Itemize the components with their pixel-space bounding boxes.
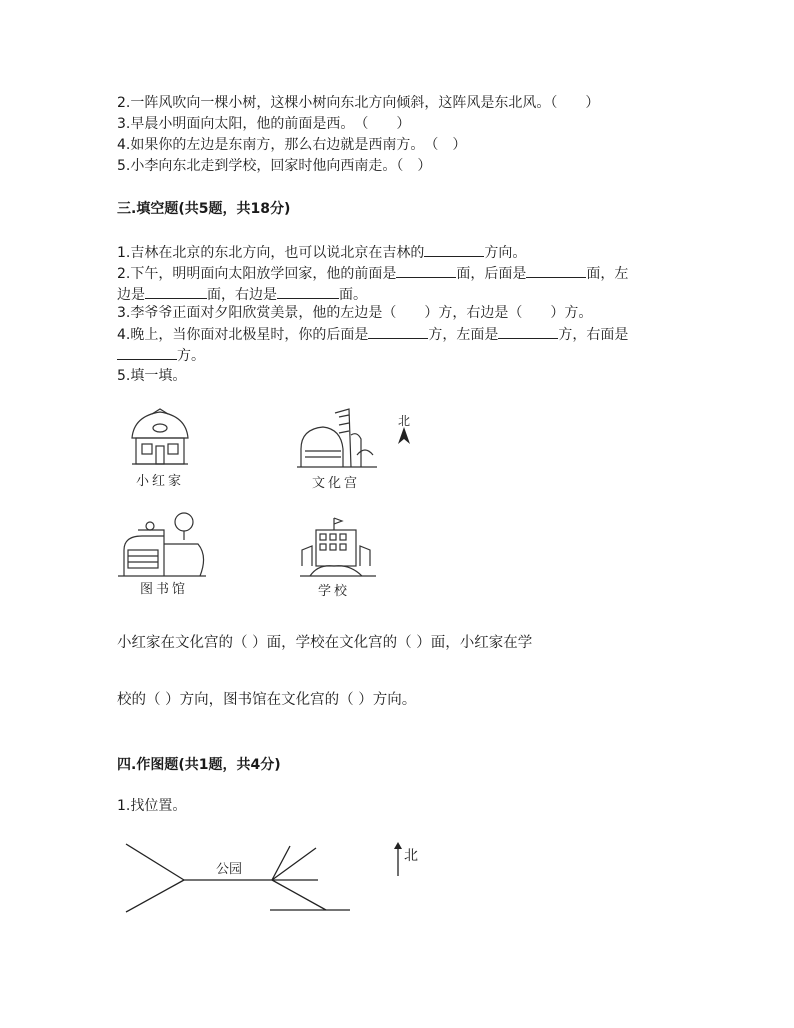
caption-culture: 文化宫 <box>312 476 361 491</box>
house-icon <box>128 408 192 466</box>
fill-q2-text-d: 边是 <box>117 287 145 303</box>
fill-q2-text-a: 2.下午，明明面向太阳放学回家，他的前面是 <box>117 266 397 282</box>
fill-q2-text-b: 面，后面是 <box>456 266 527 282</box>
fill-q5-sentence-2: 校的（ ）方向，图书馆在文化宫的（ ）方向。 <box>117 692 417 708</box>
fill-q1-text-a: 1.吉林在北京的东北方向，也可以说北京在吉林的 <box>117 245 425 261</box>
caption-library: 图书馆 <box>140 582 189 597</box>
park-label: 公园 <box>216 862 243 877</box>
fill-q1 <box>117 242 526 263</box>
fill-blank[interactable] <box>424 242 484 257</box>
judge-q5: 5.小李向东北走到学校，回家时他向西南走。（ ） <box>117 158 432 174</box>
fill-blank[interactable] <box>368 324 428 339</box>
fill-q2-line2 <box>117 284 367 305</box>
fill-q2-text-e: 面，右边是 <box>207 287 277 303</box>
draw-q1: 1.找位置。 <box>117 798 187 814</box>
judge-q4: 4.如果你的左边是东南方，那么右边就是西南方。 （ ） <box>117 137 467 153</box>
fill-q4-text-b: 方，左面是 <box>428 327 499 343</box>
fill-blank[interactable] <box>396 263 456 278</box>
fill-blank[interactable] <box>117 345 177 360</box>
fill-blank[interactable] <box>498 324 558 339</box>
fill-q4-text-c: 方，右面是 <box>558 327 629 343</box>
fill-q1-text-b: 方向。 <box>484 245 527 261</box>
north-arrow-icon <box>392 842 404 878</box>
fill-q3: 3.李爷爷正面对夕阳欣赏美景，他的左边是（ ）方，右边是（ ）方。 <box>117 305 593 321</box>
fill-q5: 5.填一填。 <box>117 368 187 384</box>
north-label-bottom: 北 <box>404 848 418 864</box>
judge-q2: 2.一阵风吹向一棵小树，这棵小树向东北方向倾斜，这阵风是东北风。（ ） <box>117 95 600 111</box>
fill-q4-line2 <box>117 345 205 366</box>
fill-q4-text-a: 4.晚上，当你面对北极星时，你的后面是 <box>117 327 369 343</box>
fill-blank[interactable] <box>277 284 339 299</box>
fill-q4-line1 <box>117 324 628 345</box>
fill-q2-text-f: 面。 <box>339 287 367 303</box>
fill-q2-line1 <box>117 263 628 284</box>
section3-title: 三.填空题(共5题，共18分) <box>117 201 291 217</box>
fill-q5-sentence-1: 小红家在文化宫的（ ）面，学校在文化宫的（ ）面，小红家在学 <box>117 635 533 651</box>
caption-school: 学校 <box>318 584 351 599</box>
fill-blank[interactable] <box>145 284 207 299</box>
fill-q2-text-c: 面，左 <box>586 266 629 282</box>
judge-q3: 3.早晨小明面向太阳，他的前面是西。 （ ） <box>117 116 411 132</box>
north-label: 北 <box>398 414 411 428</box>
fill-q4-text-d: 方。 <box>177 348 205 364</box>
culture-palace-icon <box>295 405 379 471</box>
caption-home: 小红家 <box>136 474 185 489</box>
library-icon <box>116 510 208 578</box>
section4-title: 四.作图题(共1题，共4分) <box>117 757 281 773</box>
school-icon <box>298 516 378 578</box>
north-arrow-icon <box>396 426 412 446</box>
fill-blank[interactable] <box>526 263 586 278</box>
